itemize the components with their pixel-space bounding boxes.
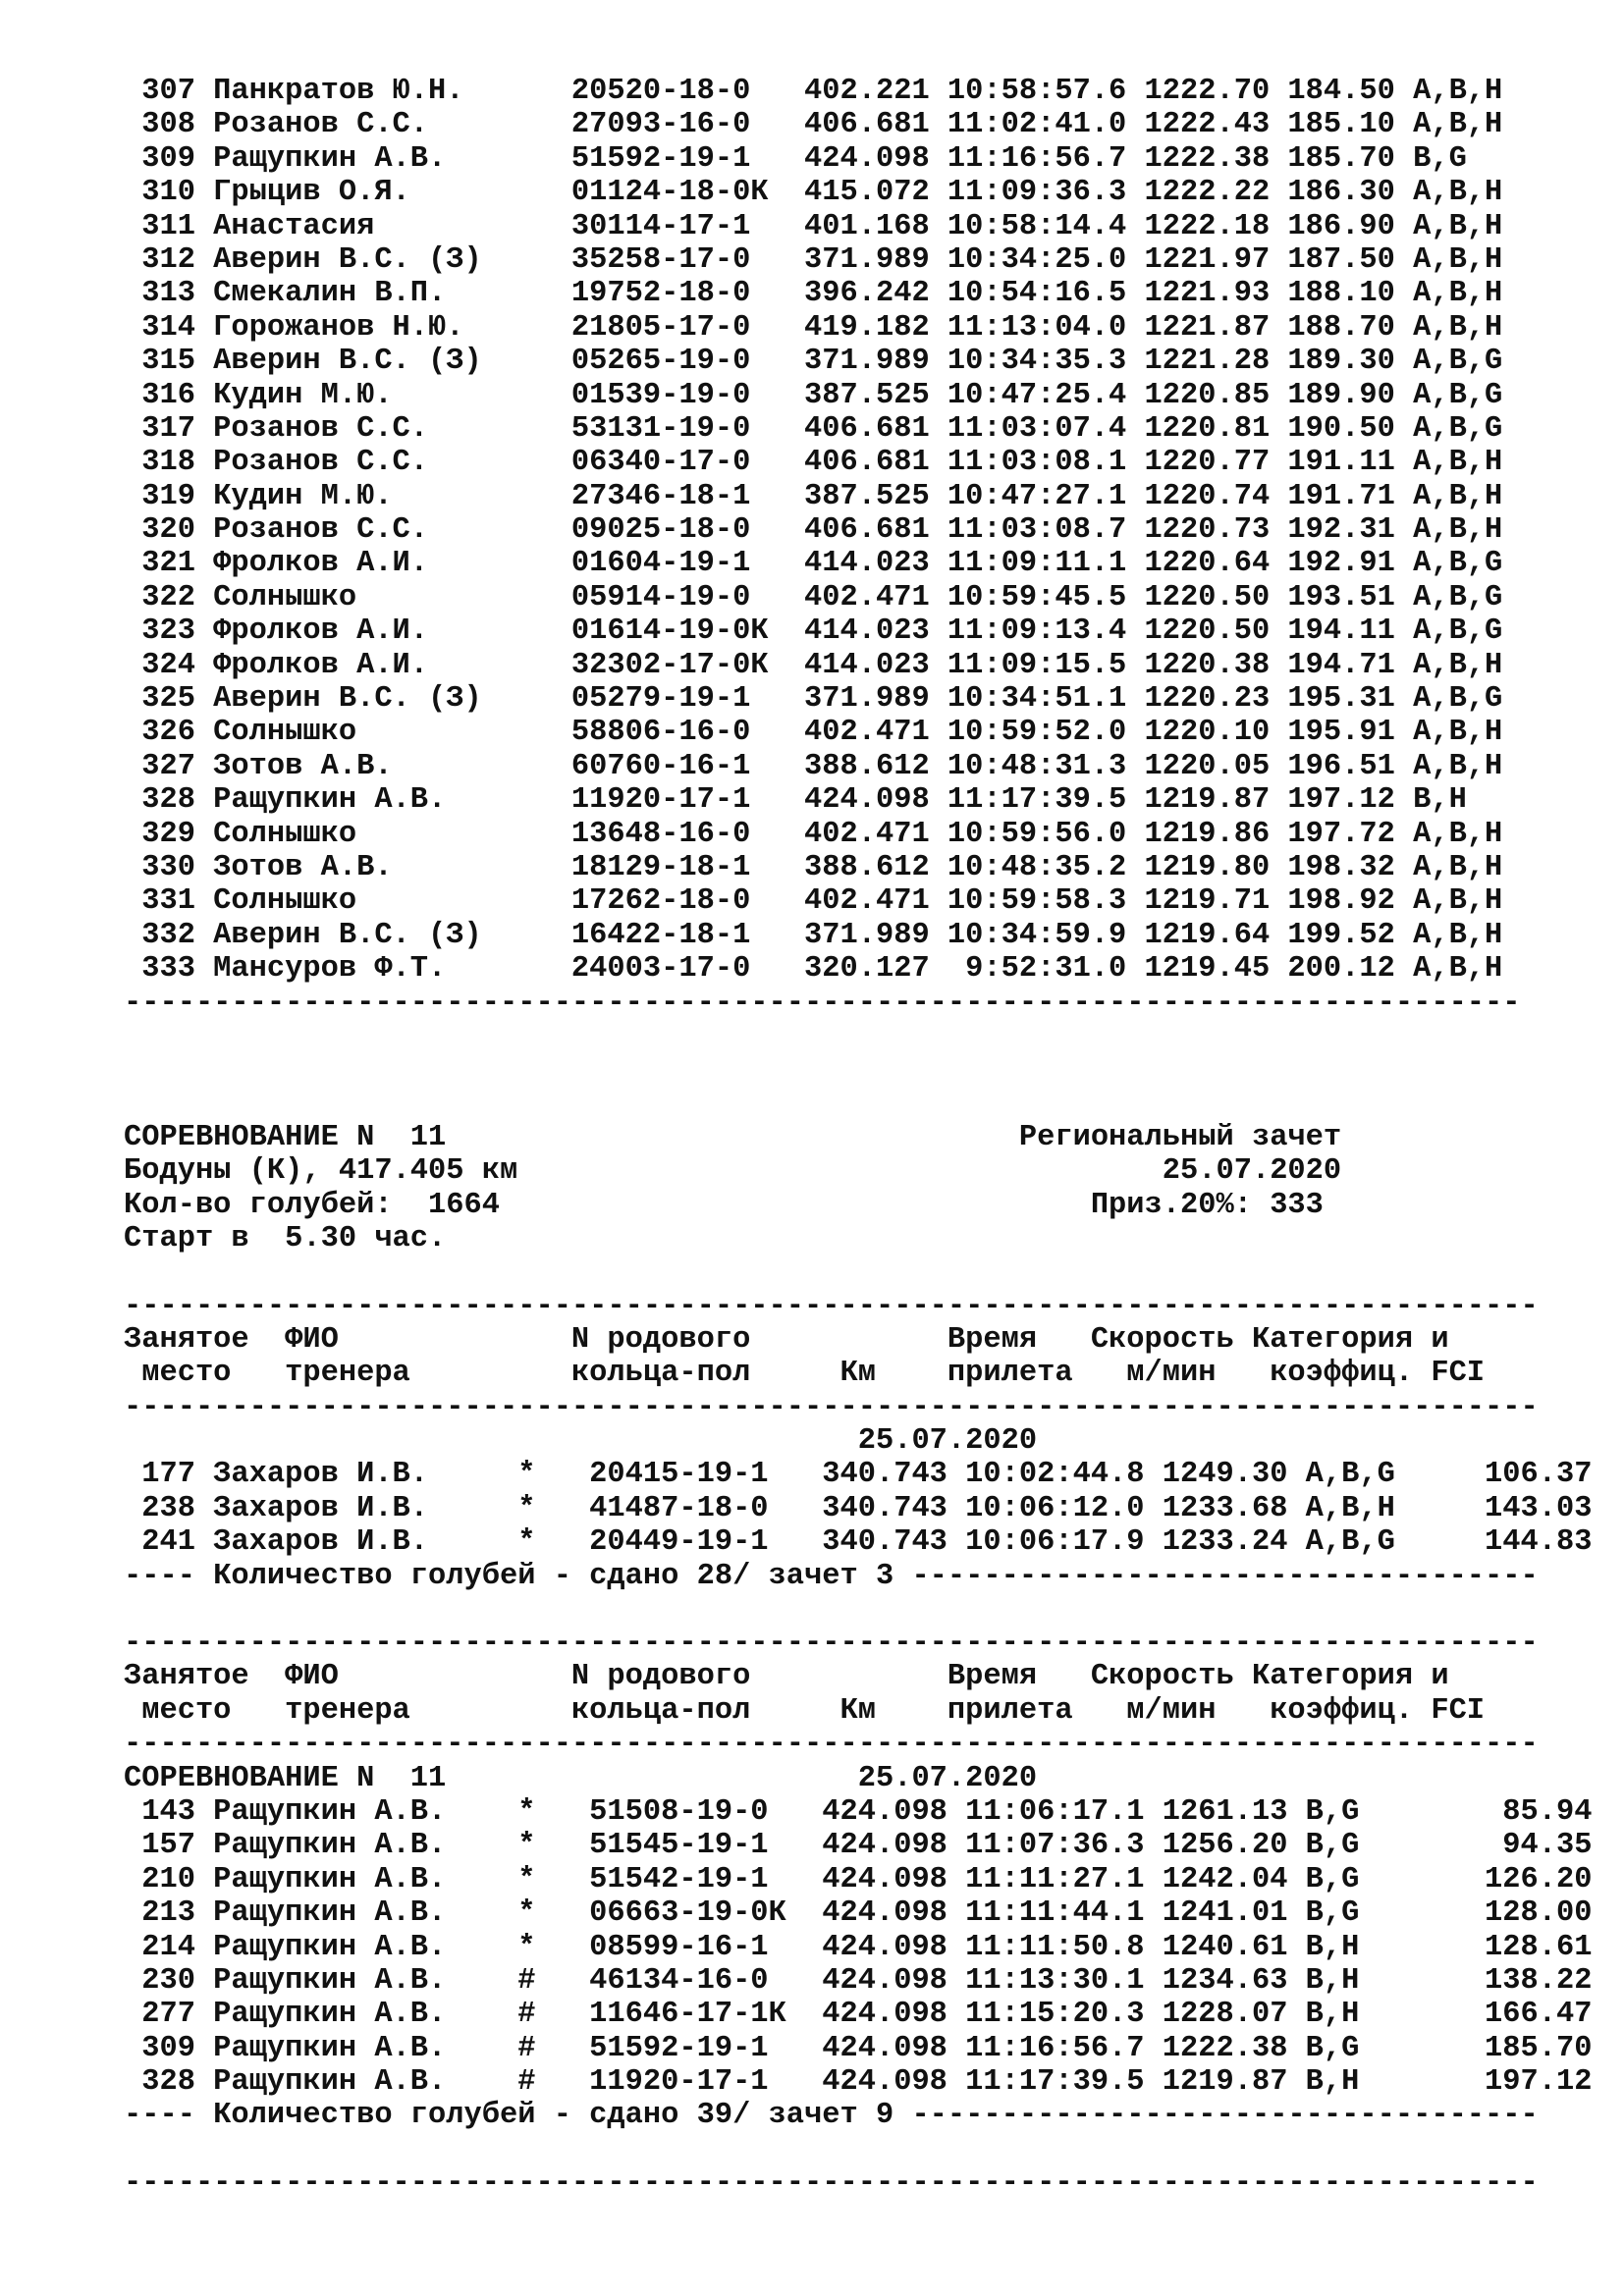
divider: ------------------------------------------------------------------------------- bbox=[124, 1627, 1539, 1661]
result-row: 313 Смекалин В.П. 19752-18-0 396.242 10:54:16.5 1221.93 188.10 A,B,H bbox=[124, 277, 1503, 311]
table-row: 214 Ращупкин А.В. * 08599-16-1 424.098 11:11:50.8 1240.61 B,H 128.61 bbox=[124, 1930, 1593, 1964]
results-page bbox=[124, 75, 1606, 2200]
section-summary: ---- Количество голубей - сдано 39/ зачет 9 ----------------------------------- bbox=[124, 2099, 1539, 2133]
table-row: 241 Захаров И.В. * 20449-19-1 340.743 10:06:17.9 1233.24 A,B,G 144.83 bbox=[124, 1525, 1593, 1560]
table-header-row: место тренера кольца-пол Км прилета м/мин коэффиц. FCI bbox=[124, 1693, 1486, 1728]
competition-title-line: СОРЕВНОВАНИЕ N 11 Региональный зачет bbox=[124, 1120, 1342, 1154]
competition-header bbox=[124, 1121, 1606, 1256]
table-row: 210 Ращупкин А.В. * 51542-19-1 424.098 11:11:27.1 1242.04 B,G 126.20 bbox=[124, 1862, 1593, 1896]
result-row: 330 Зотов А.В. 18129-18-1 388.612 10:48:35.2 1219.80 198.32 A,B,H bbox=[124, 850, 1503, 884]
result-row: 332 Аверин В.С. (З) 16422-18-1 371.989 10:34:59.9 1219.64 199.52 A,B,H bbox=[124, 918, 1503, 952]
result-row: 321 Фролков А.И. 01604-19-1 414.023 11:09:11.1 1220.64 192.91 A,B,G bbox=[124, 547, 1503, 581]
result-row: 314 Горожанов Н.Ю. 21805-17-0 419.182 11:13:04.0 1221.87 188.70 A,B,H bbox=[124, 310, 1503, 345]
competition-count-line: Кол-во голубей: 1664 Приз.20%: 333 bbox=[124, 1188, 1324, 1222]
table-header-row: Занятое ФИО N родового Время Скорость Категория и bbox=[124, 1322, 1449, 1357]
table-row: 177 Захаров И.В. * 20415-19-1 340.743 10:02:44.8 1249.30 A,B,G 106.37 bbox=[124, 1458, 1593, 1492]
results-section-1 bbox=[124, 1290, 1606, 1594]
top-results-list bbox=[124, 75, 1606, 1020]
section-summary: ---- Количество голубей - сдано 28/ зачет 3 ----------------------------------- bbox=[124, 1559, 1539, 1593]
result-row: 317 Розанов С.С. 53131-19-0 406.681 11:03:07.4 1220.81 190.50 A,B,G bbox=[124, 411, 1503, 446]
result-row: 323 Фролков А.И. 01614-19-0К 414.023 11:09:13.4 1220.50 194.11 A,B,G bbox=[124, 614, 1503, 649]
result-row: 324 Фролков А.И. 32302-17-0К 414.023 11:09:15.5 1220.38 194.71 A,B,H bbox=[124, 648, 1503, 682]
result-row: 320 Розанов С.С. 09025-18-0 406.681 11:03:08.7 1220.73 192.31 A,B,H bbox=[124, 513, 1503, 548]
table-row: 328 Ращупкин А.В. # 11920-17-1 424.098 11:17:39.5 1219.87 B,H 197.12 bbox=[124, 2065, 1593, 2100]
table-row: 277 Ращупкин А.В. # 11646-17-1К 424.098 11:15:20.3 1228.07 B,H 166.47 bbox=[124, 1998, 1593, 2032]
table-row: 230 Ращупкин А.В. # 46134-16-0 424.098 11:13:30.1 1234.63 B,H 138.22 bbox=[124, 1963, 1593, 1998]
divider: ------------------------------------------------------------------------------- bbox=[124, 1289, 1539, 1323]
result-row: 308 Розанов С.С. 27093-16-0 406.681 11:02:41.0 1222.43 185.10 A,B,H bbox=[124, 108, 1503, 142]
result-row: 311 Анастасия 30114-17-1 401.168 10:58:14.4 1222.18 186.90 A,B,H bbox=[124, 209, 1503, 243]
result-row: 331 Солнышко 17262-18-0 402.471 10:59:58.3 1219.71 198.92 A,B,H bbox=[124, 884, 1503, 919]
result-row: 325 Аверин В.С. (З) 05279-19-1 371.989 10:34:51.1 1220.23 195.31 A,B,G bbox=[124, 682, 1503, 717]
results-section-2 bbox=[124, 1627, 1606, 2133]
divider: ------------------------------------------------------------------------------ bbox=[124, 986, 1521, 1020]
competition-route-line: Бодуны (К), 417.405 км 25.07.2020 bbox=[124, 1154, 1342, 1189]
result-row: 322 Солнышко 05914-19-0 402.471 10:59:45.5 1220.50 193.51 A,B,G bbox=[124, 580, 1503, 614]
divider: ------------------------------------------------------------------------------- bbox=[124, 2165, 1539, 2200]
result-row: 328 Ращупкин А.В. 11920-17-1 424.098 11:17:39.5 1219.87 197.12 B,H bbox=[124, 783, 1467, 818]
table-header-row: Занятое ФИО N родового Время Скорость Категория и bbox=[124, 1660, 1449, 1694]
result-row: 318 Розанов С.С. 06340-17-0 406.681 11:03:08.1 1220.77 191.11 A,B,H bbox=[124, 446, 1503, 480]
table-row: 157 Ращупкин А.В. * 51545-19-1 424.098 11:07:36.3 1256.20 B,G 94.35 bbox=[124, 1829, 1593, 1863]
result-row: 319 Кудин М.Ю. 27346-18-1 387.525 10:47:27.1 1220.74 191.71 A,B,H bbox=[124, 479, 1503, 513]
result-row: 307 Панкратов Ю.Н. 20520-18-0 402.221 10:58:57.6 1222.70 184.50 A,B,H bbox=[124, 75, 1503, 108]
table-row: 238 Захаров И.В. * 41487-18-0 340.743 10:06:12.0 1233.68 A,B,H 143.03 bbox=[124, 1491, 1593, 1525]
result-row: 309 Ращупкин А.В. 51592-19-1 424.098 11:16:56.7 1222.38 185.70 B,G bbox=[124, 141, 1467, 176]
result-row: 316 Кудин М.Ю. 01539-19-0 387.525 10:47:25.4 1220.85 189.90 A,B,G bbox=[124, 378, 1503, 412]
result-row: 310 Грыцив О.Я. 01124-18-0К 415.072 11:09:36.3 1222.22 186.30 A,B,H bbox=[124, 176, 1503, 210]
table-row: 309 Ращупкин А.В. # 51592-19-1 424.098 11:16:56.7 1222.38 B,G 185.70 bbox=[124, 2031, 1593, 2065]
section-date-line: 25.07.2020 bbox=[124, 1424, 1038, 1459]
result-row: 333 Мансуров Ф.Т. 24003-17-0 320.127 9:52:31.0 1219.45 200.12 A,B,H bbox=[124, 952, 1503, 987]
result-row: 327 Зотов А.В. 60760-16-1 388.612 10:48:31.3 1220.05 196.51 A,B,H bbox=[124, 749, 1503, 783]
divider: ------------------------------------------------------------------------------- bbox=[124, 1728, 1539, 1762]
result-row: 329 Солнышко 13648-16-0 402.471 10:59:56.0 1219.86 197.72 A,B,H bbox=[124, 817, 1503, 851]
result-row: 326 Солнышко 58806-16-0 402.471 10:59:52.0 1220.10 195.91 A,B,H bbox=[124, 716, 1503, 750]
result-row: 312 Аверин В.С. (З) 35258-17-0 371.989 10:34:25.0 1221.97 187.50 A,B,H bbox=[124, 242, 1503, 277]
result-row: 315 Аверин В.С. (З) 05265-19-0 371.989 10:34:35.3 1221.28 189.30 A,B,G bbox=[124, 345, 1503, 379]
section-date-line: СОРЕВНОВАНИЕ N 11 25.07.2020 bbox=[124, 1761, 1038, 1795]
table-header-row: место тренера кольца-пол Км прилета м/мин коэффиц. FCI bbox=[124, 1357, 1486, 1391]
divider: ------------------------------------------------------------------------------- bbox=[124, 1390, 1539, 1424]
table-row: 143 Ращупкин А.В. * 51508-19-0 424.098 11:06:17.1 1261.13 B,G 85.94 bbox=[124, 1794, 1593, 1829]
table-row: 213 Ращупкин А.В. * 06663-19-0К 424.098 11:11:44.1 1241.01 B,G 128.00 bbox=[124, 1896, 1593, 1931]
competition-start-line: Старт в 5.30 час. bbox=[124, 1222, 447, 1256]
